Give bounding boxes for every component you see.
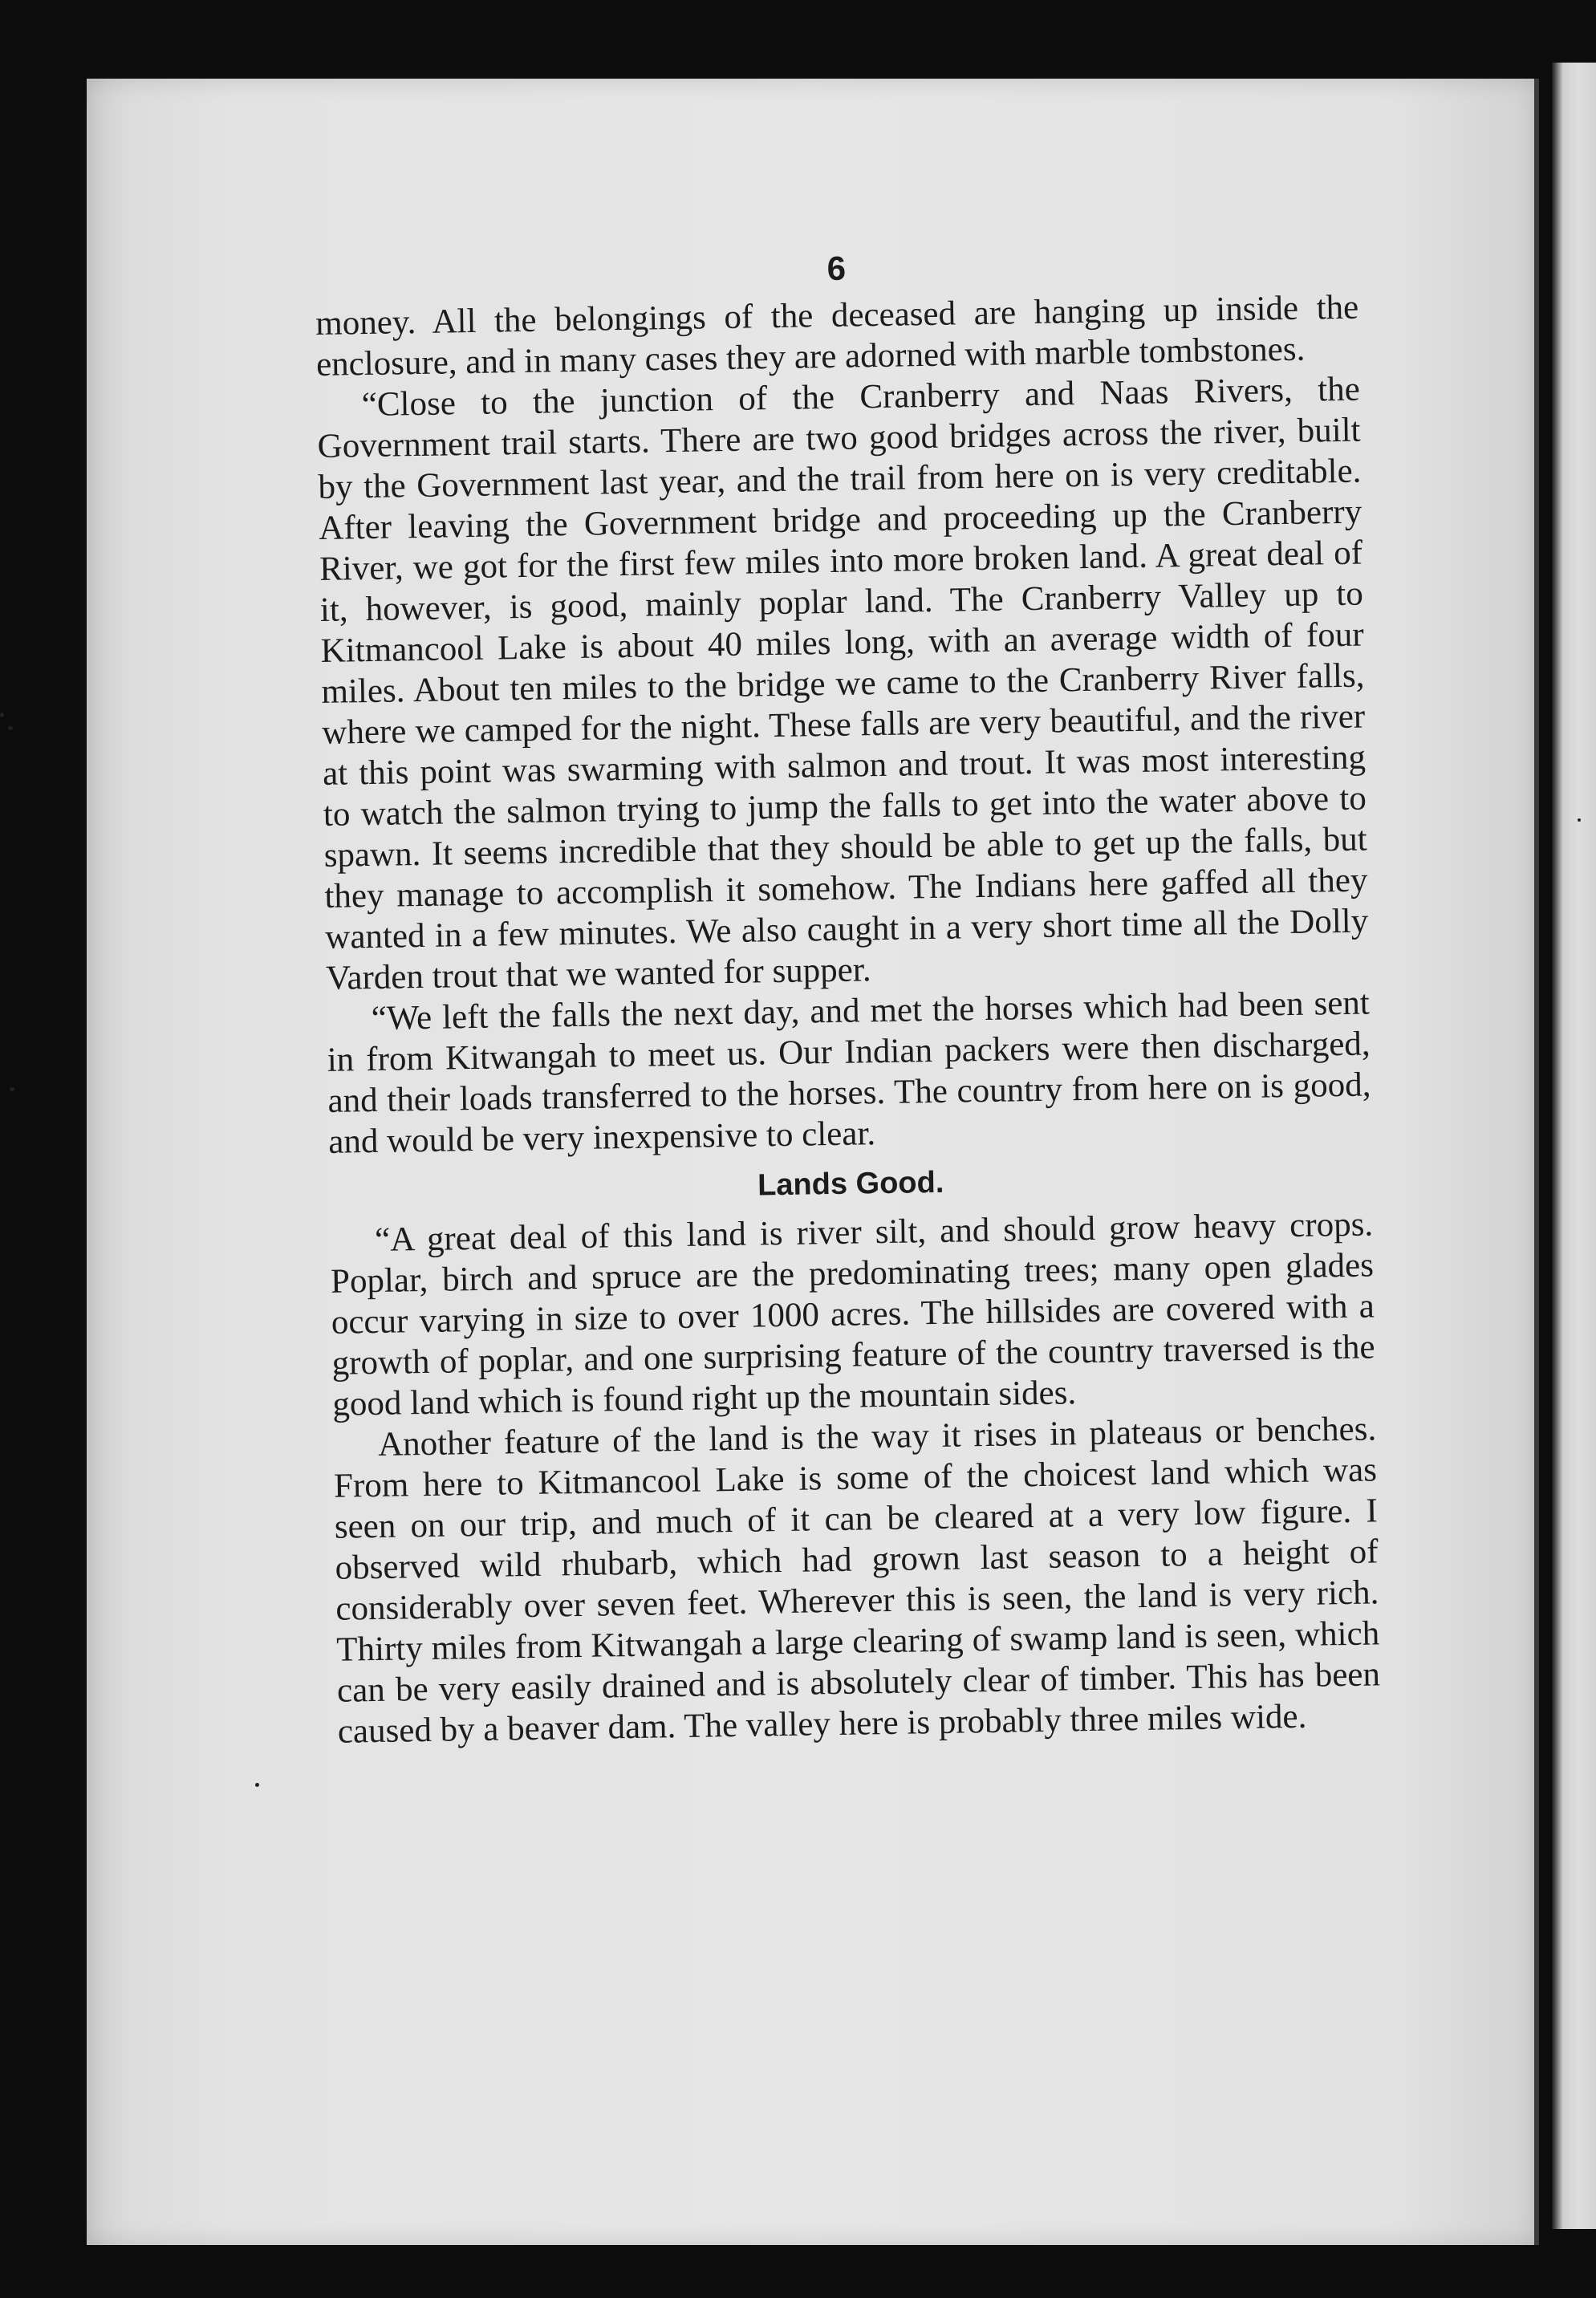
page-gutter: [1534, 79, 1539, 2245]
paragraph: Another feature of the land is the way it rises in plateaus or benches. From here to Kitmancool Lake is some of the choicest land which was seen on our trip, and much of it can be cleared at a very low figure. I observed wild rhubarb, which had grown last season to a height of considerably over seven feet. Wherever this is seen, the land is very rich. Thirty miles from Kitwangah a large clearing of swamp land is seen, which can be very easily drained and is absolutely clear of timber. This has been caused by a beaver dam. The valley here is probably three miles wide.: [333, 1410, 1381, 1751]
ink-speck: [255, 1783, 259, 1787]
page-text: [315, 241, 1381, 1752]
ink-speck: [1578, 818, 1581, 822]
ink-speck: [8, 726, 13, 730]
paragraph: “A great deal of this land is river silt, and should grow heavy crops. Poplar, birch and spruce are the predominating trees; many open glades occur varying in size to over 1000 acres. The hillsides are covered with a growth of poplar, and one surprising feature of the country traversed is the good land which is found right up the mountain sides.: [330, 1205, 1375, 1423]
next-page-edge: [1552, 63, 1596, 2229]
paragraph: “We left the falls the next day, and met the horses which had been sent in from Kitwangah to meet us. Our Indian packers were then discharged, and their loads transferred to the horses. The country from here on is good, and would be very inexpensive to clear.: [327, 984, 1371, 1161]
ink-speck: [10, 1087, 14, 1091]
ink-speck: [0, 713, 4, 717]
page-number: 6: [826, 249, 847, 287]
paragraph: money. All the belongings of the deceased are hanging up inside the enclosure, and in many cases they are adorned with marble tombstones.: [315, 288, 1359, 384]
section-heading: Lands Good.: [757, 1165, 944, 1203]
paragraph: “Close to the junction of the Cranberry and Naas Rivers, the Government trail starts. There are two good bridges across the river, built by the Government last year, and the trail from here on is very creditable. After leaving the Government bridge and proceeding up the Cranberry River, we got for the first few miles into more broken land. A great deal of it, however, is good, mainly poplar land. The Cranberry Valley up to Kitmancool Lake is about 40 miles long, with an average width of four miles. About ten miles to the bridge we came to the Cranberry River falls, where we camped for the night. These falls are very beautiful, and the river at this point was swarming with salmon and trout. It was most interesting to watch the salmon trying to jump the falls to get into the water above to spawn. It seems incredible that they should be able to get up the falls, but they manage to accomplish it somehow. The Indians here gaffed all they wanted in a few minutes. We also caught in a very short time all the Dolly Varden trout that we wanted for supper.: [317, 370, 1369, 997]
